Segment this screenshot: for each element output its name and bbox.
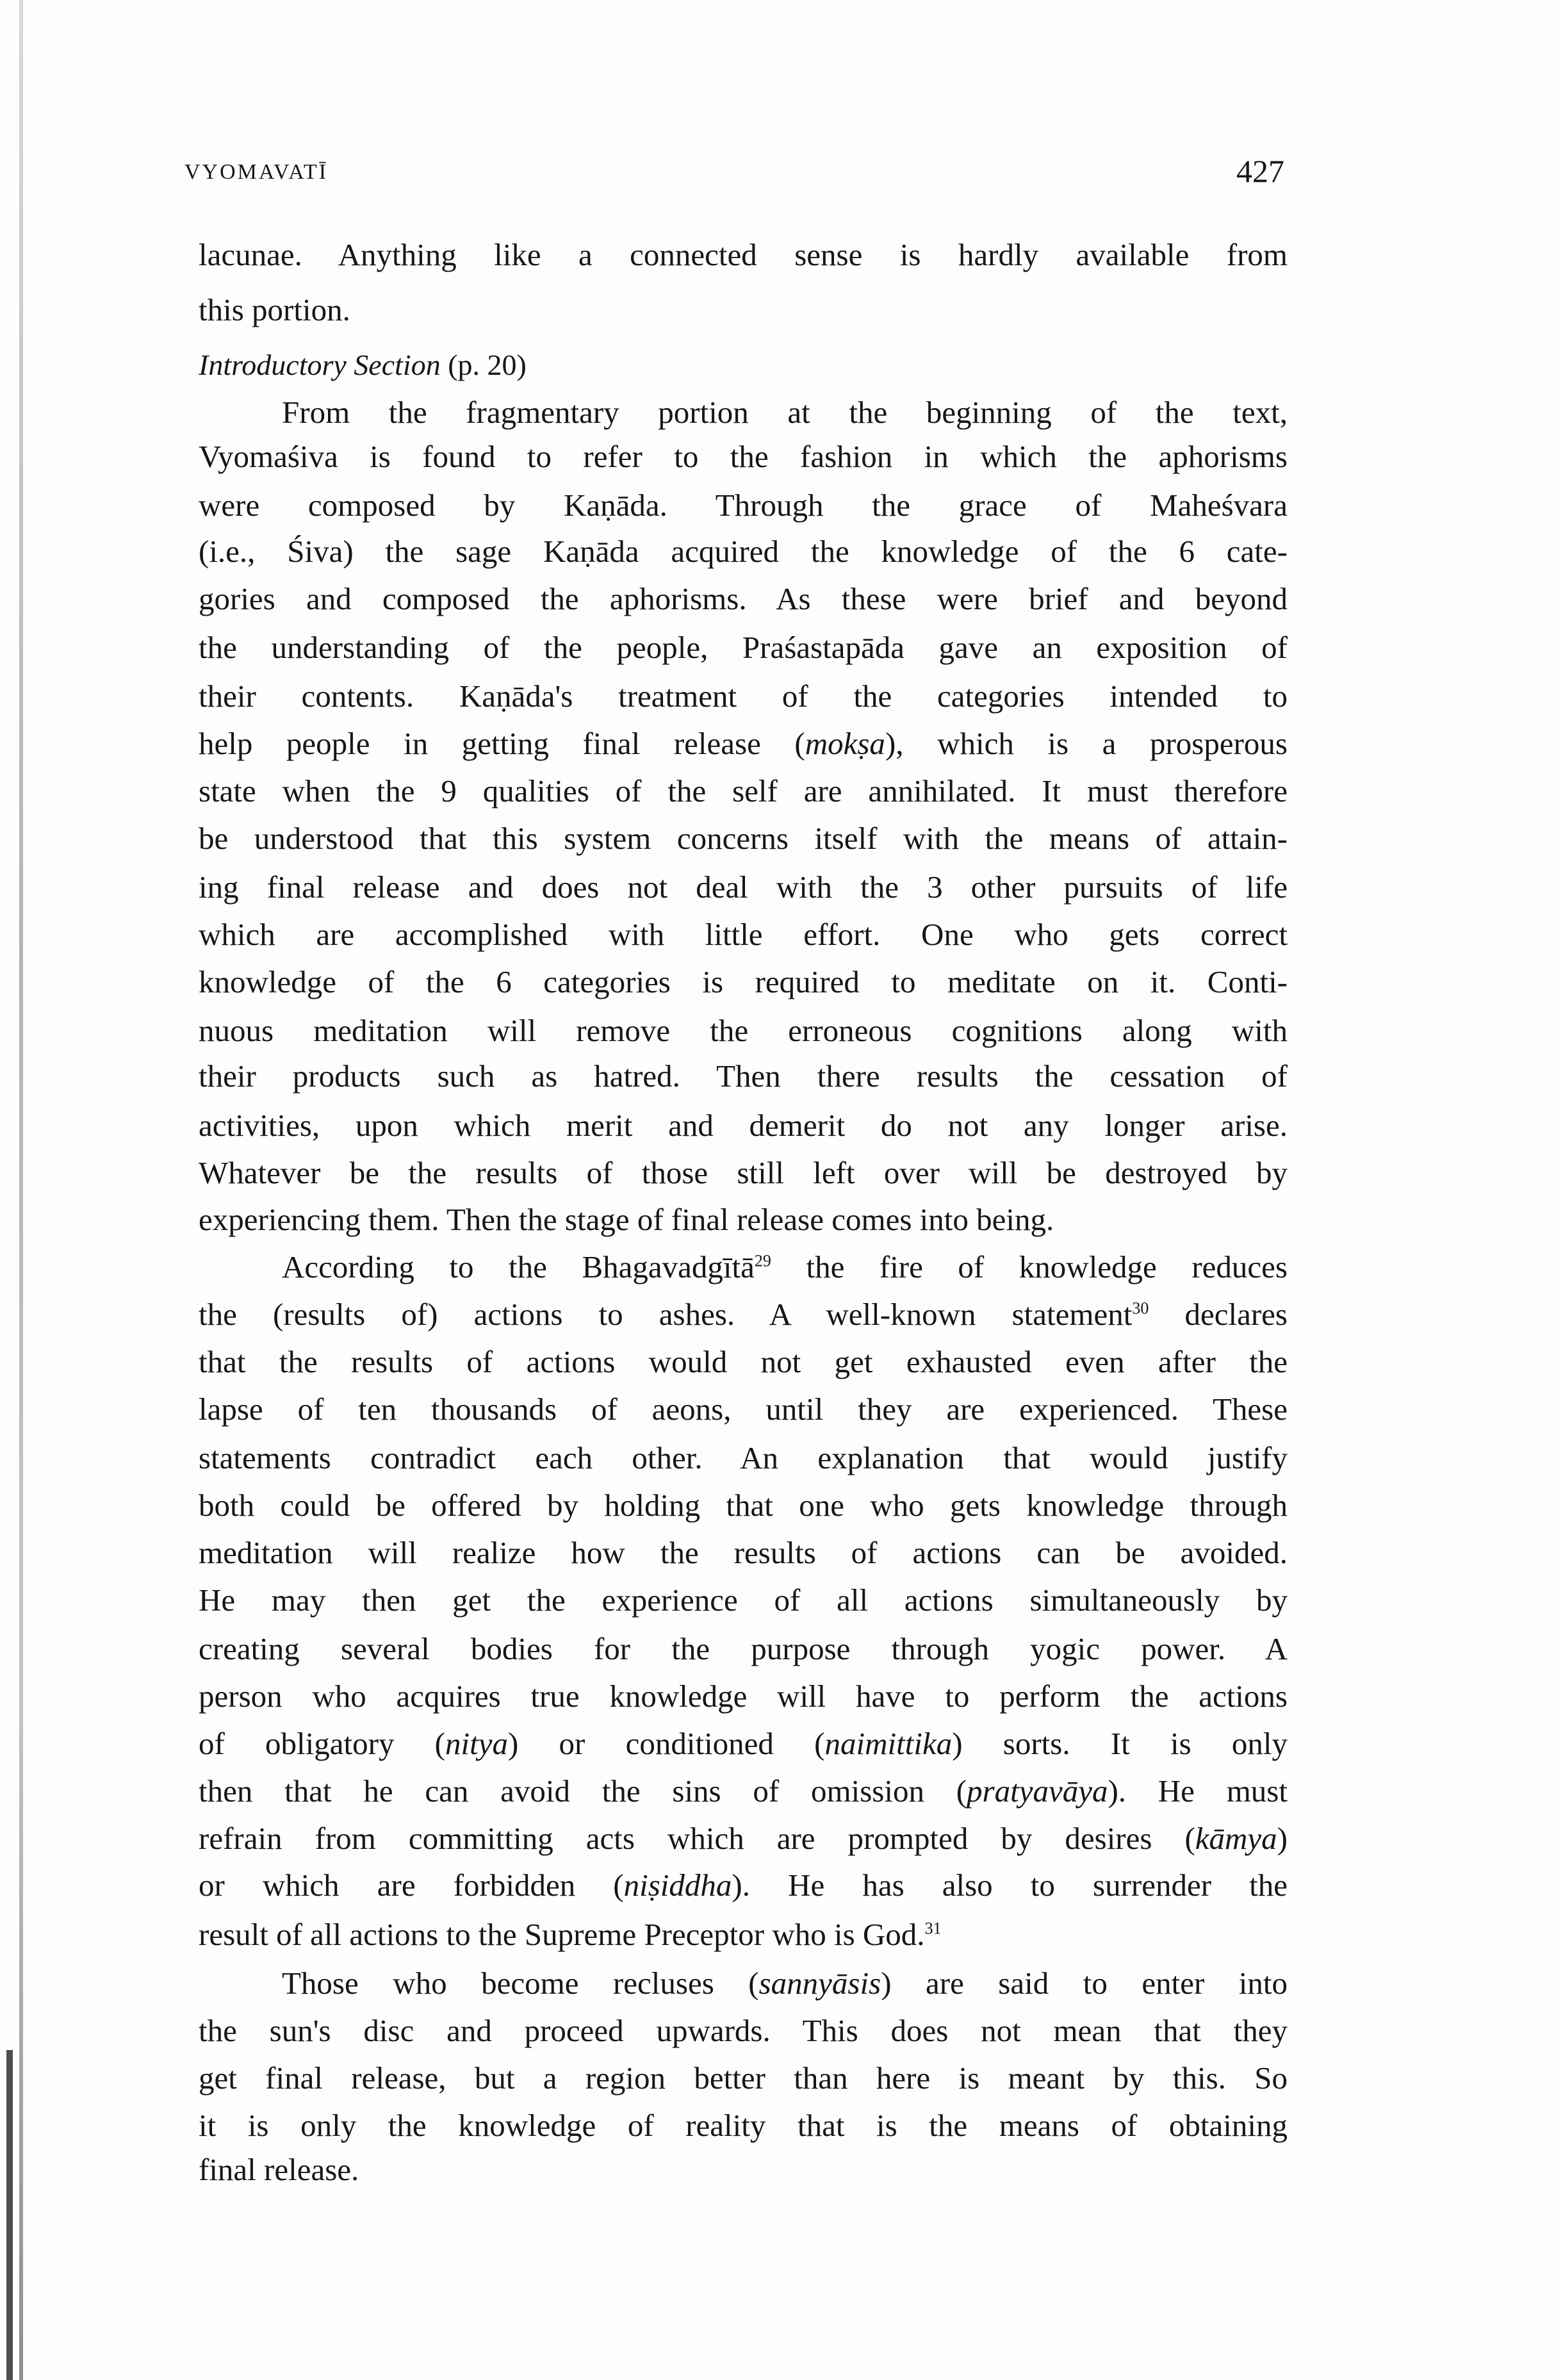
text-span: ). He must xyxy=(1108,1773,1288,1809)
book-binding-shadow xyxy=(19,0,23,2380)
text-span: their contents. Kaṇāda's treatment of the categories intended to xyxy=(199,678,1288,714)
text-span: (i.e., Śiva) the sage Kaṇāda acquired the knowledge of the 6 cate- xyxy=(199,533,1288,569)
section-heading xyxy=(199,346,1288,384)
text-span: From the fragmentary portion at the beginning of the text, xyxy=(282,394,1288,430)
text-line xyxy=(199,1772,1288,1810)
italic-term: nitya xyxy=(445,1725,508,1761)
text-span: He may then get the experience of all actions simultaneously by xyxy=(199,1582,1288,1618)
text-span: this portion. xyxy=(199,292,350,328)
text-span: the understanding of the people, Praśastapāda gave an exposition of xyxy=(199,629,1288,665)
text-line xyxy=(199,438,1288,476)
text-line xyxy=(199,772,1288,810)
text-span: ) are said to enter into xyxy=(881,1965,1288,2001)
text-line xyxy=(199,236,1288,274)
text-line xyxy=(199,1154,1288,1192)
text-span: which are accomplished with little effort. One who gets correct xyxy=(199,916,1288,952)
text-span: Those who become recluses ( xyxy=(282,1965,759,2001)
text-span: ) or conditioned ( xyxy=(508,1725,825,1761)
text-span: ) sorts. It is only xyxy=(952,1725,1288,1761)
text-span: knowledge of the 6 categories is required to meditate on it. Conti- xyxy=(199,964,1288,999)
text-line xyxy=(199,1390,1288,1429)
text-line xyxy=(199,393,1288,432)
text-span: it is only the knowledge of reality that is the means of obtaining xyxy=(199,2107,1288,2143)
italic-term: sannyāsis xyxy=(758,1965,881,2001)
text-span: ing final release and does not deal with the 3 other pursuits of life xyxy=(199,869,1288,905)
text-span: ), which is a prosperous xyxy=(885,725,1288,761)
text-line xyxy=(199,963,1288,1001)
text-span: were composed by Kaṇāda. Through the grace of Maheśvara xyxy=(199,488,1288,523)
text-line xyxy=(199,1343,1288,1381)
text-span: lacunae. Anything like a connected sense is hardly available from xyxy=(199,237,1288,273)
text-span: refrain from committing acts which are prompted by desires ( xyxy=(199,1820,1195,1856)
text-line xyxy=(199,1534,1288,1572)
text-line xyxy=(199,1439,1288,1477)
running-head: VYOMAVATĪ xyxy=(184,160,329,184)
text-span: ). He has also to surrender the xyxy=(732,1867,1288,1903)
text-line xyxy=(199,580,1288,618)
text-span: help people in getting final release ( xyxy=(199,725,805,761)
text-line xyxy=(199,819,1288,858)
text-span: result of all actions to the Supreme Preceptor who is God. xyxy=(199,1916,925,1952)
italic-term: Introductory Section xyxy=(199,348,441,381)
text-span: According to the Bhagavadgītā xyxy=(282,1249,755,1285)
book-binding-edge xyxy=(6,2050,13,2380)
text-line xyxy=(199,532,1288,571)
text-line xyxy=(199,1106,1288,1145)
text-line xyxy=(199,1201,1288,1239)
italic-term: kāmya xyxy=(1195,1820,1277,1856)
text-span: experiencing them. Then the stage of final release comes into being. xyxy=(199,1202,1054,1238)
footnote-ref: 31 xyxy=(924,1919,942,1938)
text-line xyxy=(199,1630,1288,1668)
text-line xyxy=(199,2012,1288,2050)
footnote-ref: 29 xyxy=(754,1251,771,1270)
text-line xyxy=(199,628,1288,667)
text-span: statements contradict each other. An explanation that would justify xyxy=(199,1440,1288,1476)
text-line xyxy=(199,1964,1288,2003)
text-line xyxy=(199,1248,1288,1286)
text-span: of obligatory ( xyxy=(199,1725,446,1761)
text-span: that the results of actions would not get exhausted even after the xyxy=(199,1344,1288,1380)
text-line xyxy=(199,1581,1288,1620)
text-span: the (results of) actions to ashes. A well-known statement xyxy=(199,1297,1133,1333)
footnote-ref: 30 xyxy=(1132,1299,1149,1318)
text-line xyxy=(199,1677,1288,1716)
page-number: 427 xyxy=(1236,153,1284,189)
italic-term: pratyavāya xyxy=(967,1773,1108,1809)
text-line xyxy=(199,1866,1288,1905)
text-span: final release. xyxy=(199,2151,359,2187)
text-line xyxy=(199,1295,1288,1334)
italic-term: niṣiddha xyxy=(623,1867,732,1903)
text-line xyxy=(199,1012,1288,1050)
text-line xyxy=(199,677,1288,716)
text-span: the fire of knowledge reduces xyxy=(771,1249,1288,1285)
text-span: or which are forbidden ( xyxy=(199,1867,624,1903)
text-span: meditation will realize how the results of actions can be avoided. xyxy=(199,1534,1288,1570)
italic-term: naimittika xyxy=(824,1725,953,1761)
text-span: state when the 9 qualities of the self are annihilated. It must therefore xyxy=(199,773,1288,808)
text-span: person who acquires true knowledge will have to perform the actions xyxy=(199,1678,1288,1714)
text-span: their products such as hatred. Then there results the cessation of xyxy=(199,1058,1288,1094)
text-span: (p. 20) xyxy=(440,348,527,381)
text-line xyxy=(199,2059,1288,2097)
text-span: then that he can avoid the sins of omission ( xyxy=(199,1773,967,1809)
text-span: Whatever be the results of those still left over will be destroyed by xyxy=(199,1154,1288,1190)
text-line xyxy=(199,1057,1288,1096)
text-line xyxy=(199,725,1288,763)
text-line xyxy=(199,1819,1288,1858)
text-span: creating several bodies for the purpose through yogic power. A xyxy=(199,1631,1288,1667)
text-span: be understood that this system concerns itself with the means of attain- xyxy=(199,820,1288,856)
text-line xyxy=(199,868,1288,907)
text-span: get final release, but a region better than here is meant by this. So xyxy=(199,2060,1288,2096)
text-line xyxy=(199,2106,1288,2145)
text-line xyxy=(199,1725,1288,1763)
text-line xyxy=(199,291,1288,329)
text-span: declares xyxy=(1149,1297,1288,1333)
text-line xyxy=(199,1486,1288,1525)
text-span: lapse of ten thousands of aeons, until they are experienced. These xyxy=(199,1391,1288,1427)
text-span: both could be offered by holding that one who gets knowledge through xyxy=(199,1488,1288,1523)
text-span: the sun's disc and proceed upwards. This does not mean that they xyxy=(199,2012,1288,2048)
italic-term: mokṣa xyxy=(805,725,885,761)
text-span: nuous meditation will remove the erroneous cognitions along with xyxy=(199,1012,1288,1048)
text-line xyxy=(199,915,1288,954)
text-line xyxy=(199,486,1288,525)
text-line xyxy=(199,1916,1288,1954)
text-span: activities, upon which merit and demerit do not any longer arise. xyxy=(199,1107,1288,1143)
text-span: Vyomaśiva is found to refer to the fashion in which the aphorisms xyxy=(199,438,1288,474)
text-span: gories and composed the aphorisms. As these were brief and beyond xyxy=(199,580,1288,616)
text-line xyxy=(199,2151,1288,2189)
text-span: ) xyxy=(1277,1820,1288,1856)
